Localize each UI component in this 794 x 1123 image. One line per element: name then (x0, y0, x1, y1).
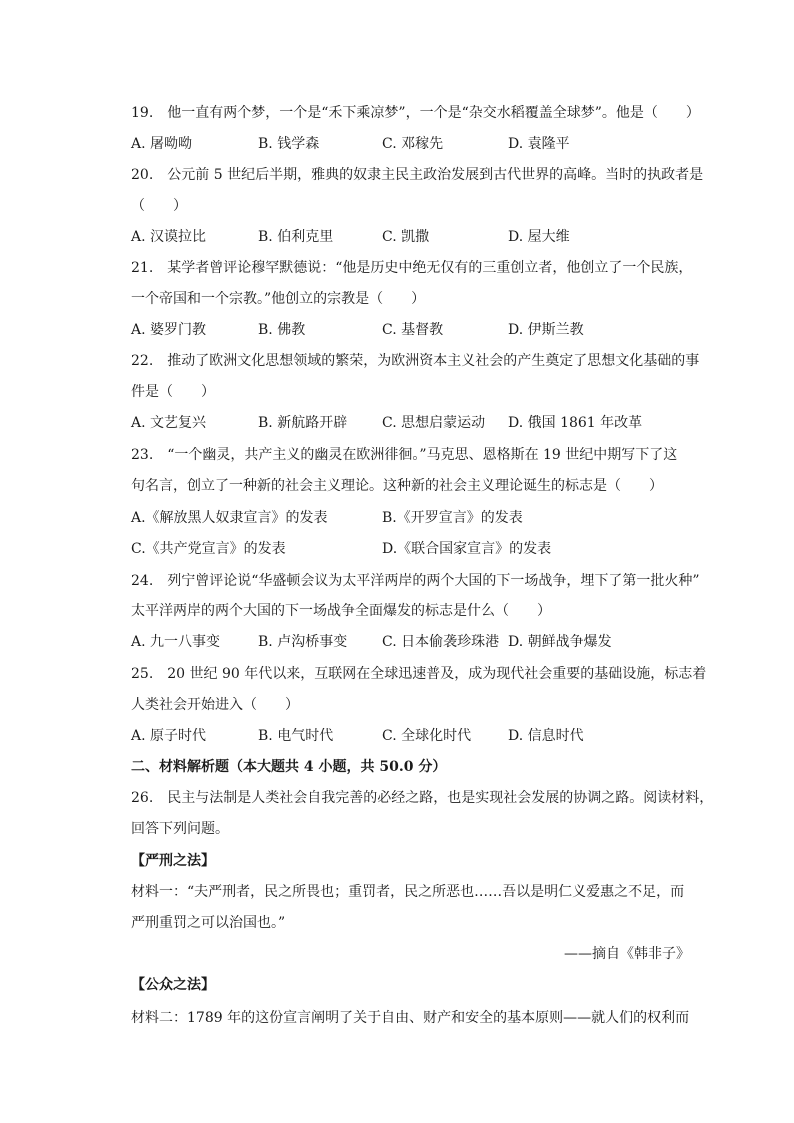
q24-option-b: B. 卢沟桥事变 (258, 634, 348, 650)
question-24-text-line2: 太平洋两岸的两个大国的下一场战争全面爆发的标志是什么（ ） (131, 603, 551, 619)
q25-option-a: A. 原子时代 (131, 728, 207, 744)
question-21-text-line1: 21. 某学者曾评论穆罕默德说：“他是历史中绝无仅有的三重创立者，他创立了一个民族， (131, 260, 693, 276)
question-20-text-line2: （ ） (131, 198, 187, 214)
q22-option-a: A. 文艺复兴 (131, 415, 207, 431)
q23-option-a: A.《解放黑人奴隶宣言》的发表 (131, 510, 328, 526)
question-19-text: 19. 他一直有两个梦，一个是“禾下乘凉梦”，一个是“杂交水稻覆盖全球梦”。他是（ ） (131, 105, 700, 121)
question-26-text-line2: 回答下列问题。 (131, 821, 229, 837)
q22-option-b: B. 新航路开辟 (258, 415, 348, 431)
q24-option-d: D. 朝鲜战争爆发 (508, 634, 612, 650)
question-23-text-line2: 句名言，创立了一种新的社会主义理论。这种新的社会主义理论诞生的标志是（ ） (131, 478, 663, 494)
q21-option-a: A. 婆罗门教 (131, 322, 207, 338)
q20-option-b: B. 伯利克里 (258, 229, 334, 245)
q23-option-c: C.《共产党宣言》的发表 (131, 541, 286, 557)
q20-option-d: D. 屋大维 (508, 229, 570, 245)
material-heading-1: 【严刑之法】 (131, 853, 215, 869)
q22-option-d: D. 俄国 1861 年改革 (508, 415, 643, 431)
q21-option-c: C. 基督教 (382, 322, 444, 338)
q24-option-a: A. 九一八事变 (131, 634, 221, 650)
material-1-source: ——摘自《韩非子》 (564, 946, 690, 962)
material-2-line1: 材料二：1789 年的这份宣言阐明了关于自由、财产和安全的基本原则——就人们的权利而 (131, 1010, 690, 1026)
q22-option-c: C. 思想启蒙运动 (382, 415, 486, 431)
q19-option-c: C. 邓稼先 (382, 136, 444, 152)
q25-option-c: C. 全球化时代 (382, 728, 472, 744)
q25-option-d: D. 信息时代 (508, 728, 584, 744)
q23-option-d: D.《联合国家宣言》的发表 (382, 541, 552, 557)
question-24-text-line1: 24. 列宁曾评论说“华盛顿会议为太平洋两岸的两个大国的下一场战争，埋下了第一批火种” (131, 573, 700, 589)
q21-option-b: B. 佛教 (258, 322, 306, 338)
question-22-text-line1: 22. 推动了欧洲文化思想领域的繁荣，为欧洲资本主义社会的产生奠定了思想文化基础的事 (131, 353, 700, 369)
material-1-line2: 严刑重罚之可以治国也。” (131, 915, 286, 931)
q19-option-a: A. 屠呦呦 (131, 136, 193, 152)
q19-option-d: D. 袁隆平 (508, 136, 570, 152)
question-21-text-line2: 一个帝国和一个宗教。”他创立的宗教是（ ） (131, 291, 426, 307)
q19-option-b: B. 钱学森 (258, 136, 320, 152)
q21-option-d: D. 伊斯兰教 (508, 322, 584, 338)
q20-option-a: A. 汉谟拉比 (131, 229, 207, 245)
q25-option-b: B. 电气时代 (258, 728, 334, 744)
question-20-text-line1: 20. 公元前 5 世纪后半期，雅典的奴隶主民主政治发展到古代世界的高峰。当时的执政者是 (131, 167, 704, 183)
question-26-text-line1: 26. 民主与法制是人类社会自我完善的必经之路，也是实现社会发展的协调之路。阅读材料， (131, 790, 714, 806)
q20-option-c: C. 凯撒 (382, 229, 430, 245)
material-1-line1: 材料一：“夫严刑者，民之所畏也；重罚者，民之所恶也……吾以是明仁义爱惠之不足，而 (131, 884, 685, 900)
q23-option-b: B.《开罗宣言》的发表 (382, 510, 523, 526)
question-25-text-line1: 25. 20 世纪 90 年代以来，互联网在全球迅速普及，成为现代社会重要的基础设施，标志着 (131, 666, 707, 682)
material-heading-2: 【公众之法】 (131, 977, 215, 993)
question-23-text-line1: 23. “一个幽灵，共产主义的幽灵在欧洲徘徊。”马克思、恩格斯在 19 世纪中期写下了这 (131, 447, 678, 463)
question-22-text-line2: 件是（ ） (131, 384, 215, 400)
section-title: 二、材料解析题（本大题共 4 小题，共 50.0 分） (131, 759, 447, 775)
question-25-text-line2: 人类社会开始进入（ ） (131, 697, 299, 713)
q24-option-c: C. 日本偷袭珍珠港 (382, 634, 500, 650)
